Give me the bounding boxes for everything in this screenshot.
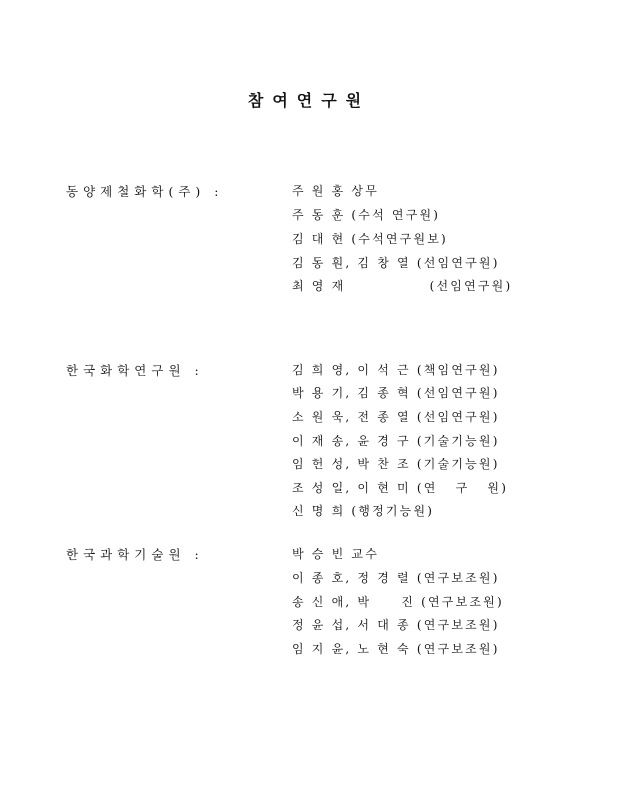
member-line: 이 종 호, 정 경 렬 (연구보조원) (292, 571, 500, 585)
member-line: 임 지 윤, 노 현 숙 (연구보조원) (292, 642, 500, 656)
member-line: 송 신 애, 박 진 (연구보조원) (292, 595, 504, 609)
member-line: 김 희 영, 이 석 근 (책임연구원) (292, 363, 500, 377)
member-line: 신 명 희 (행정기능원) (292, 504, 435, 518)
page-title: 참여연구원 (247, 91, 371, 110)
organization-name: 한국화학연구원 : (66, 363, 204, 378)
member-line: 박 용 기, 김 종 혁 (선임연구원) (292, 386, 500, 400)
organization-name: 한국과학기술원 : (66, 547, 204, 562)
member-line: 소 원 욱, 전 종 열 (선임연구원) (292, 410, 500, 424)
member-line: 이 재 송, 윤 경 구 (기술기능원) (292, 434, 500, 448)
member-line: 주 동 훈 (수석 연구원) (292, 208, 441, 222)
member-line: 김 대 현 (수석연구원보) (292, 232, 448, 246)
member-line: 정 윤 섭, 서 대 종 (연구보조원) (292, 618, 500, 632)
organization-name: 동양제철화학(주) : (66, 184, 224, 199)
member-line: 최 영 재 (선임연구원) (292, 279, 513, 293)
member-line: 조 성 일, 이 현 미 (연 구 원) (292, 481, 509, 495)
member-line: 주 원 홍 상무 (292, 184, 380, 198)
member-line: 임 헌 성, 박 찬 조 (기술기능원) (292, 457, 500, 471)
member-line: 박 승 빈 교수 (292, 547, 380, 561)
member-line: 김 동 훤, 김 창 열 (선임연구원) (292, 256, 500, 270)
